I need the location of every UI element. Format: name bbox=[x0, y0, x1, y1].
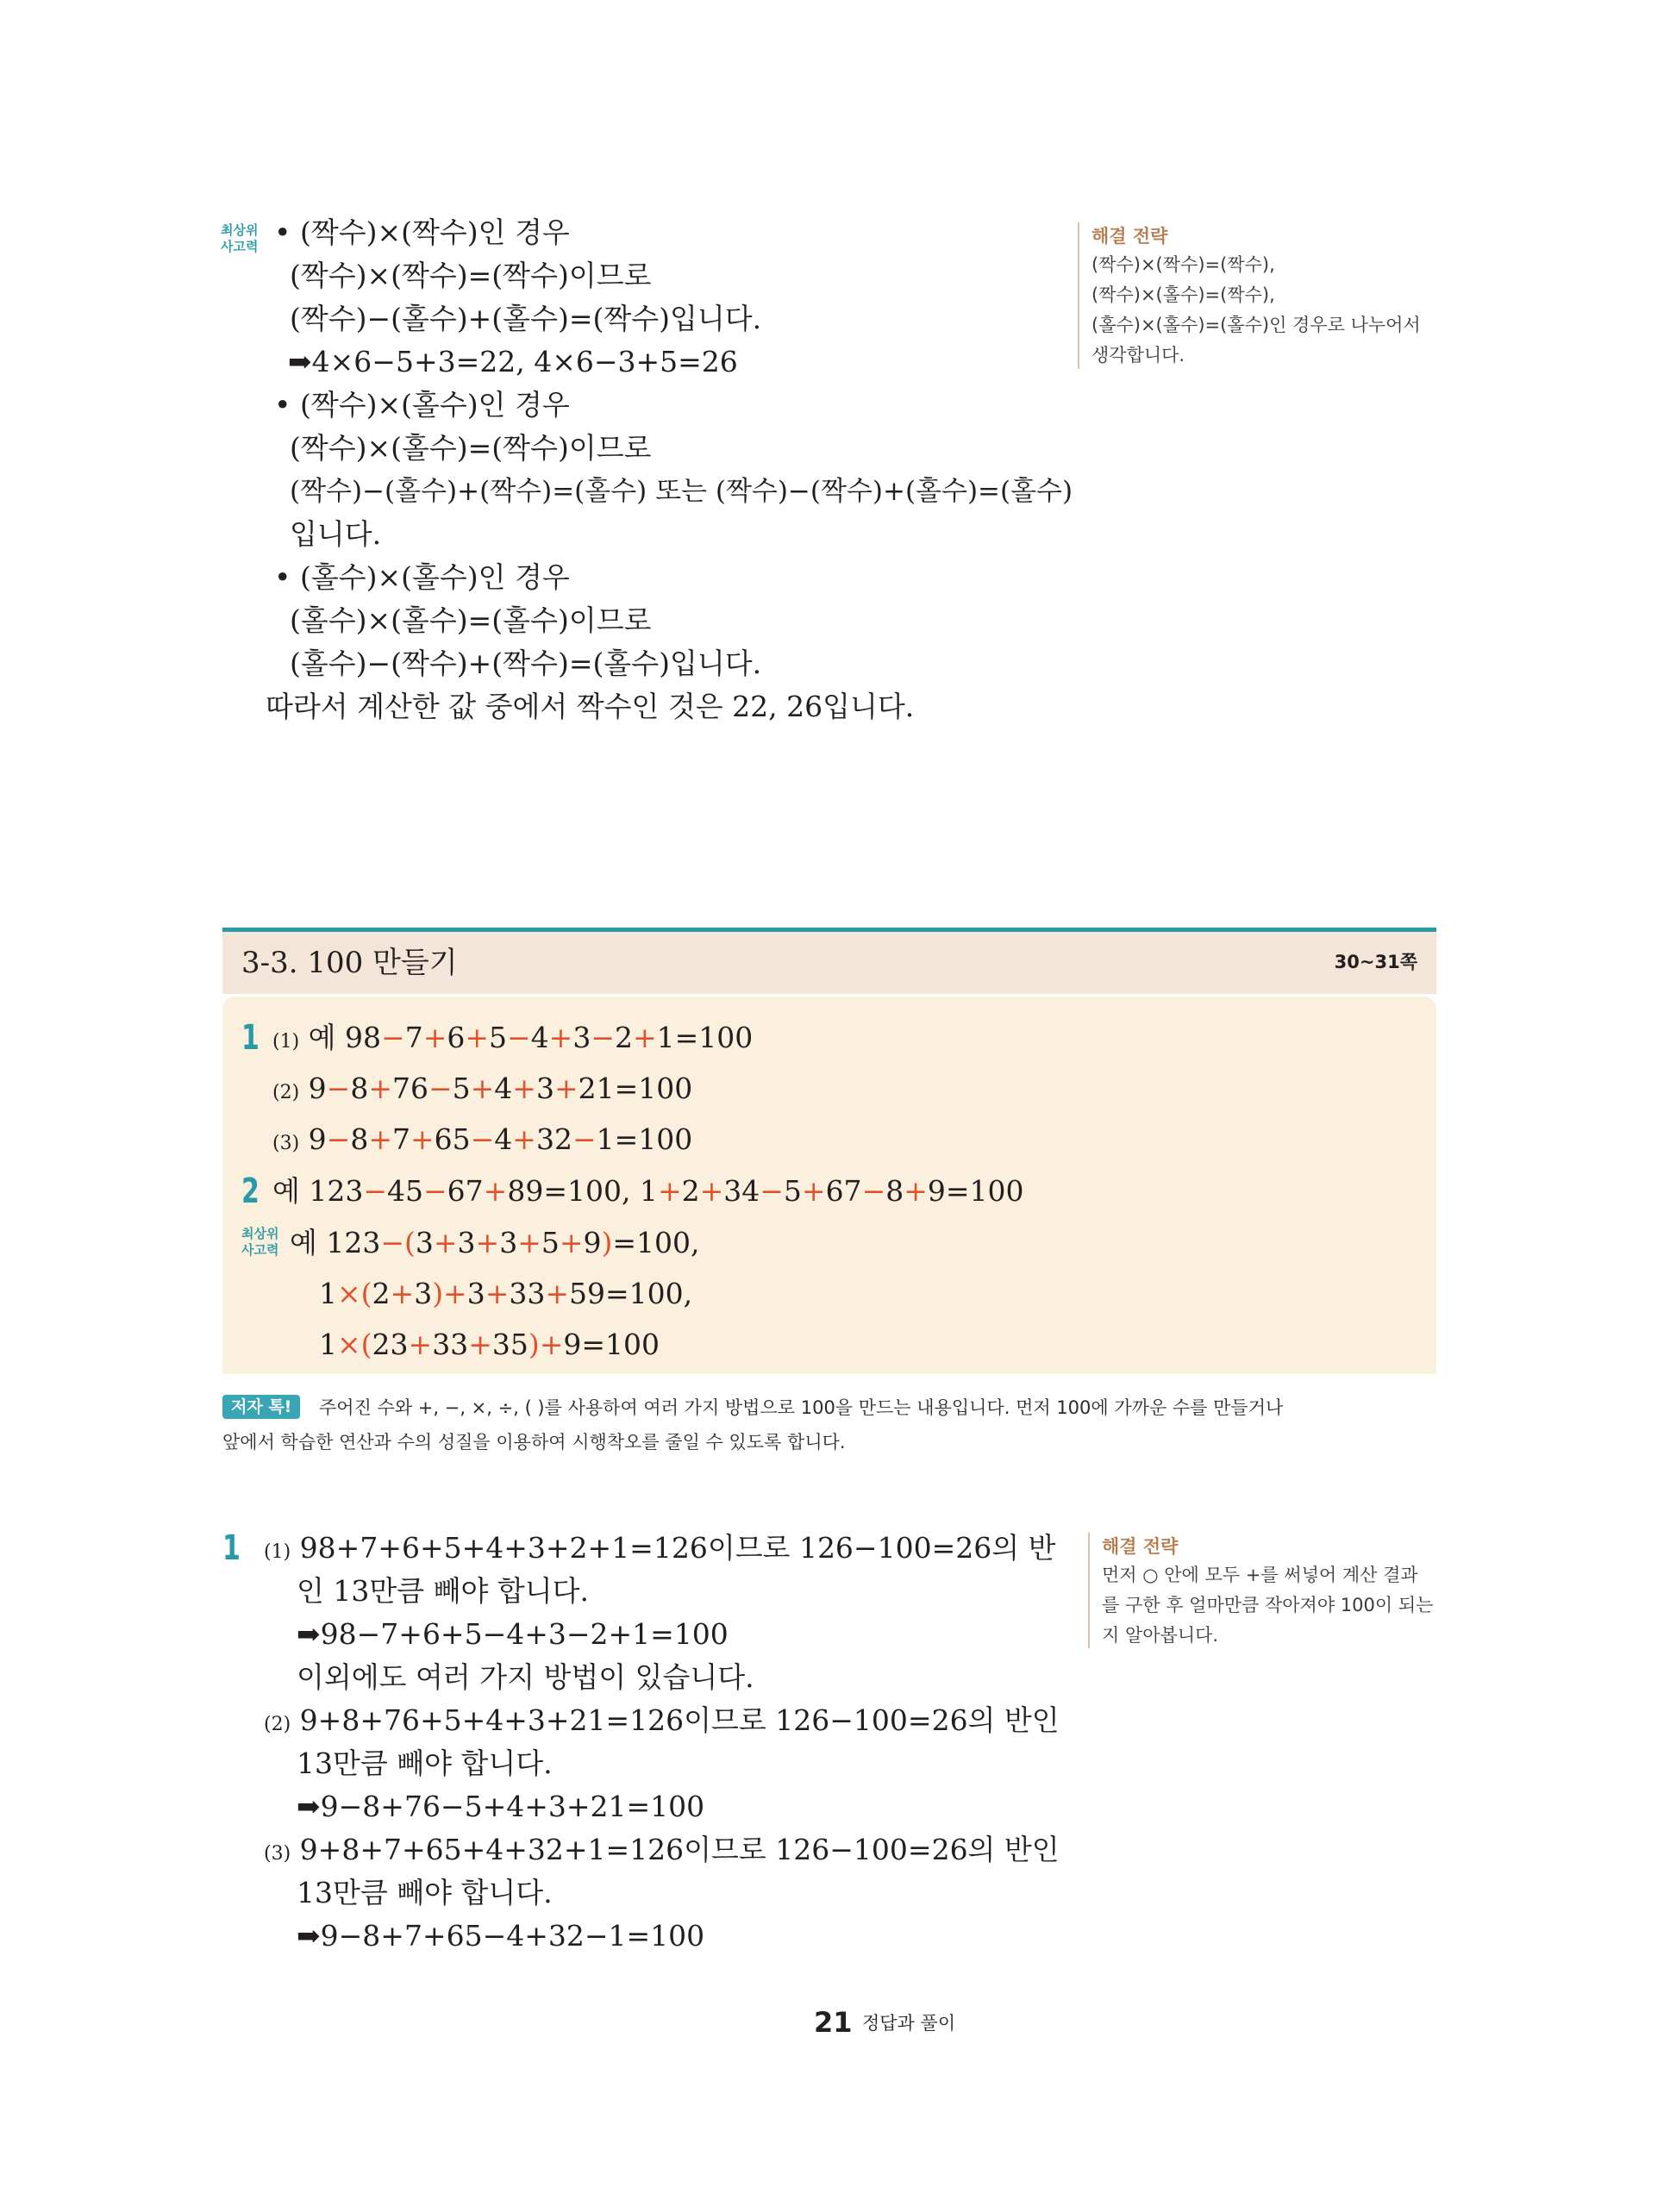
section-title: 3-3. 100 만들기 bbox=[241, 946, 458, 980]
explanation-line: (2) 9+8+76+5+4+3+21=126이므로 126−100=26의 반인 bbox=[264, 1703, 1060, 1737]
operator: + bbox=[548, 1021, 573, 1054]
number: 59=100, bbox=[569, 1277, 693, 1310]
operator: + bbox=[408, 1328, 433, 1361]
number: 21=100 bbox=[578, 1072, 693, 1105]
operator: + bbox=[475, 1226, 500, 1259]
author-tip-label: 저자 톡! bbox=[222, 1395, 300, 1419]
explanation-line: (1) 98+7+6+5+4+3+2+1=126이므로 126−100=26의 반 bbox=[264, 1531, 1056, 1565]
operator: + bbox=[554, 1072, 579, 1105]
operator: − bbox=[760, 1174, 784, 1208]
number: 9 bbox=[583, 1226, 602, 1259]
number: 3 bbox=[414, 1277, 433, 1310]
answer-3-3 bbox=[319, 1326, 660, 1364]
explain-line: ➡4×6−5+3=22, 4×6−3+5=26 bbox=[288, 345, 738, 378]
explain-line: 입니다. bbox=[290, 517, 382, 551]
case-odd-odd: • (홀수)×(홀수)인 경우 bbox=[274, 560, 570, 594]
operator: −( bbox=[380, 1226, 416, 1259]
number: 예 123 bbox=[272, 1174, 364, 1208]
number: 3 bbox=[499, 1226, 518, 1259]
operator: ×( bbox=[337, 1328, 372, 1361]
operator: − bbox=[423, 1174, 447, 1208]
number: 4 bbox=[530, 1021, 549, 1054]
explain-line: (짝수)×(홀수)=(짝수)이므로 bbox=[290, 431, 652, 465]
page-number: 21 bbox=[814, 2006, 853, 2039]
strategy-tip-top: 해결 전략 (짝수)×(짝수)=(짝수), (짝수)×(홀수)=(짝수), (홀수)×(홀수)=(홀수)인 경우로 나누어서 생각합니다. bbox=[1078, 222, 1421, 369]
operator: + bbox=[632, 1021, 657, 1054]
operator: − bbox=[326, 1122, 351, 1156]
explanation-line: 인 13만큼 빼야 합니다. bbox=[297, 1574, 589, 1608]
operator: + bbox=[512, 1072, 536, 1105]
strategy-tip-bottom: 해결 전략 먼저 ○ 안에 모두 +를 써넣어 계산 결과 를 구한 후 얼마만큼 작아져야 100이 되는 지 알아봅니다. bbox=[1088, 1533, 1433, 1648]
operator: + bbox=[657, 1174, 682, 1208]
number: 8 bbox=[350, 1122, 369, 1156]
section-pages: 30~31쪽 bbox=[1334, 952, 1417, 972]
number: 4 bbox=[494, 1122, 513, 1156]
number: 2 bbox=[614, 1021, 633, 1054]
number: 3 bbox=[466, 1277, 485, 1310]
operator: ×( bbox=[337, 1277, 372, 1310]
operator: + bbox=[801, 1174, 826, 1208]
operator: + bbox=[904, 1174, 928, 1208]
number: 5 bbox=[452, 1072, 471, 1105]
number: 33 bbox=[509, 1277, 546, 1310]
number: 8 bbox=[350, 1072, 369, 1105]
explain-line: (홀수)−(짝수)+(짝수)=(홀수)입니다. bbox=[290, 647, 762, 680]
number: 67 bbox=[825, 1174, 862, 1208]
number: 5 bbox=[541, 1226, 560, 1259]
number: 1 bbox=[319, 1328, 337, 1361]
number: 32 bbox=[535, 1122, 572, 1156]
operator: − bbox=[861, 1174, 886, 1208]
explanation-line: (3) 9+8+7+65+4+32+1=126이므로 126−100=26의 반인 bbox=[264, 1833, 1060, 1866]
footer-label: 정답과 풀이 bbox=[862, 2013, 956, 2034]
operator: + bbox=[390, 1277, 415, 1310]
operator: + bbox=[545, 1277, 570, 1310]
answer-number-1: 1 bbox=[241, 1018, 260, 1058]
operator: − bbox=[363, 1174, 388, 1208]
operator: )+ bbox=[432, 1277, 467, 1310]
operator: + bbox=[433, 1226, 458, 1259]
number: 33 bbox=[432, 1328, 469, 1361]
operator: − bbox=[572, 1122, 597, 1156]
conclusion-line: 따라서 계산한 값 중에서 짝수인 것은 22, 26입니다. bbox=[266, 690, 915, 723]
operator: + bbox=[699, 1174, 724, 1208]
operator: + bbox=[368, 1072, 392, 1105]
section-header bbox=[222, 928, 1436, 994]
number: 7 bbox=[391, 1122, 410, 1156]
number: 65 bbox=[434, 1122, 471, 1156]
explain-line: (짝수)−(홀수)+(짝수)=(홀수) 또는 (짝수)−(짝수)+(홀수)=(홀수) bbox=[290, 476, 1073, 507]
answer-3-2 bbox=[319, 1275, 692, 1313]
number: =100, bbox=[612, 1226, 700, 1259]
operator: + bbox=[410, 1122, 435, 1156]
explain-line: (짝수)×(짝수)=(짝수)이므로 bbox=[290, 259, 652, 292]
number: 9=100 bbox=[563, 1328, 660, 1361]
answer-1-1: (1) 예 98−7+6+5−4+3−2+1=100 bbox=[272, 1021, 754, 1054]
operator: )+ bbox=[528, 1328, 564, 1361]
explanation-number-1: 1 bbox=[222, 1528, 241, 1568]
number: 5 bbox=[783, 1174, 802, 1208]
operator: − bbox=[507, 1021, 531, 1054]
operator: − bbox=[381, 1021, 405, 1054]
number: 6 bbox=[447, 1021, 466, 1054]
number: 예 98 bbox=[308, 1021, 382, 1054]
number: 9 bbox=[308, 1072, 327, 1105]
number: 3 bbox=[535, 1072, 554, 1105]
operator: + bbox=[465, 1021, 489, 1054]
answer-3-1 bbox=[290, 1224, 700, 1262]
operator: − bbox=[428, 1072, 453, 1105]
number: 1=100 bbox=[656, 1021, 754, 1054]
number: 1=100 bbox=[596, 1122, 693, 1156]
number: 9=100 bbox=[927, 1174, 1024, 1208]
number: 3 bbox=[457, 1226, 476, 1259]
number: 4 bbox=[494, 1072, 513, 1105]
explanation-line: ➡9−8+7+65−4+32−1=100 bbox=[297, 1919, 705, 1953]
number: 23 bbox=[372, 1328, 409, 1361]
explanation-line: 13만큼 빼야 합니다. bbox=[297, 1746, 553, 1780]
author-tip-line: 주어진 수와 +, −, ×, ÷, ( )를 사용하여 여러 가지 방법으로 100을 만드는 내용입니다. 먼저 100에 가까운 수를 만들거나 bbox=[319, 1397, 1284, 1418]
number: 3 bbox=[572, 1021, 591, 1054]
number: 89=100, 1 bbox=[507, 1174, 658, 1208]
operator: + bbox=[559, 1226, 584, 1259]
number: 76 bbox=[391, 1072, 428, 1105]
explanation-line: ➡98−7+6+5−4+3−2+1=100 bbox=[297, 1617, 729, 1651]
explanation-line: 13만큼 빼야 합니다. bbox=[297, 1876, 553, 1909]
answer-number-2: 2 bbox=[241, 1172, 260, 1211]
number: 1 bbox=[319, 1277, 337, 1310]
advanced-thinking-badge: 최상위 사고력 bbox=[241, 1226, 279, 1258]
case-even-even: • (짝수)×(짝수)인 경우 bbox=[274, 216, 570, 249]
number: 9 bbox=[308, 1122, 327, 1156]
operator: − bbox=[470, 1122, 495, 1156]
number: 8 bbox=[885, 1174, 904, 1208]
answer-2 bbox=[272, 1172, 1024, 1210]
number: 34 bbox=[723, 1174, 760, 1208]
operator: + bbox=[470, 1072, 495, 1105]
number: 2 bbox=[681, 1174, 700, 1208]
operator: + bbox=[512, 1122, 536, 1156]
advanced-thinking-badge: 최상위 사고력 bbox=[221, 222, 259, 254]
number: 2 bbox=[372, 1277, 391, 1310]
explanation-line: ➡9−8+76−5+4+3+21=100 bbox=[297, 1790, 705, 1823]
number: 3 bbox=[415, 1226, 434, 1259]
strategy-title: 해결 전략 bbox=[1102, 1536, 1179, 1557]
number: 7 bbox=[404, 1021, 423, 1054]
case-even-odd: • (짝수)×(홀수)인 경우 bbox=[274, 388, 570, 422]
operator: + bbox=[483, 1174, 508, 1208]
operator: + bbox=[517, 1226, 541, 1259]
operator: − bbox=[591, 1021, 615, 1054]
operator: + bbox=[422, 1021, 447, 1054]
explain-line: (홀수)×(홀수)=(홀수)이므로 bbox=[290, 603, 652, 637]
explain-line: (짝수)−(홀수)+(홀수)=(짝수)입니다. bbox=[290, 302, 762, 335]
answer-1-3: (3) 9−8+7+65−4+32−1=100 bbox=[272, 1122, 693, 1156]
number: 67 bbox=[447, 1174, 484, 1208]
operator: + bbox=[368, 1122, 392, 1156]
explanation-line: 이외에도 여러 가지 방법이 있습니다. bbox=[297, 1660, 754, 1694]
answer-1-2: (2) 9−8+76−5+4+3+21=100 bbox=[272, 1072, 693, 1105]
number: 5 bbox=[489, 1021, 507, 1054]
author-tip-line: 앞에서 학습한 연산과 수의 성질을 이용하여 시행착오를 줄일 수 있도록 합니다. bbox=[222, 1432, 846, 1453]
operator: + bbox=[468, 1328, 492, 1361]
operator: + bbox=[485, 1277, 510, 1310]
number: 45 bbox=[387, 1174, 424, 1208]
number: 35 bbox=[491, 1328, 529, 1361]
operator: − bbox=[326, 1072, 351, 1105]
number: 예 123 bbox=[290, 1226, 381, 1259]
operator: ) bbox=[601, 1226, 613, 1259]
strategy-title: 해결 전략 bbox=[1091, 226, 1168, 247]
